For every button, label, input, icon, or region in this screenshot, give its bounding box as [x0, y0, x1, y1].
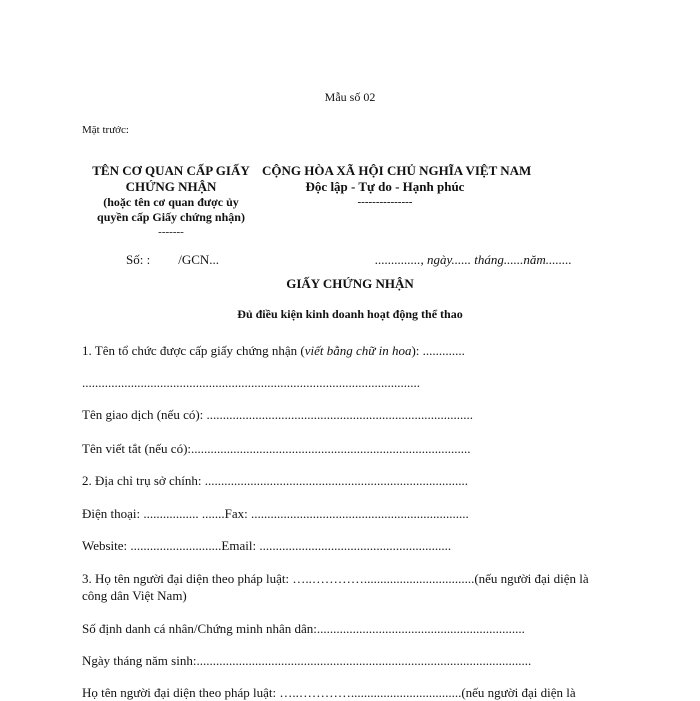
form-number: Mẫu số 02 — [324, 90, 376, 104]
organization-name-field — [82, 343, 465, 359]
national-header — [262, 163, 532, 208]
issuing-agency-line-1: TÊN CƠ QUAN CẤP GIẤY — [92, 163, 250, 178]
organization-name-continuation: ........................................................................................................ — [82, 375, 420, 390]
document-subtitle: Đủ điều kiện kinh doanh hoạt động thể thao — [237, 307, 463, 321]
date-line: .............., ngày...... tháng......năm........ — [375, 252, 572, 267]
website-email-field: Website: ............................Email: ........................................................... — [82, 538, 452, 553]
legal-representative-field: 3. Họ tên người đại diện theo pháp luật: …..…………..................................(nếu người đại diện là công dân Việt Nam) — [82, 571, 589, 603]
organization-name-label: 1. Tên tổ chức được cấp giấy chứng nhận ( — [82, 343, 305, 358]
certificate-number-label: Số: : — [126, 252, 151, 267]
head-office-address-field: 2. Địa chỉ trụ sở chính: ................................................................................. — [82, 473, 469, 488]
organization-name-dots: ): ............. — [411, 343, 465, 358]
issuing-agency-line-3: (hoặc tên cơ quan được ủy — [103, 195, 239, 209]
abbreviation-field: Tên viết tắt (nếu có):...................................................................................... — [82, 441, 471, 456]
issuing-agency-separator: ------- — [158, 226, 184, 238]
trade-name-field: Tên giao dịch (nếu có): .................................................................................. — [82, 407, 474, 422]
legal-representative-field-2: Họ tên người đại diện theo pháp luật: …..…………..................................(nếu người đại diện là — [82, 685, 576, 700]
certificate-number-row — [126, 252, 219, 268]
issuing-agency-line-2: CHỨNG NHẬN — [125, 179, 217, 194]
national-separator: --------------- — [357, 196, 413, 208]
personal-id-field: Số định danh cá nhân/Chứng minh nhân dân:................................................................ — [82, 621, 525, 636]
certificate-number-value: /GCN... — [178, 252, 220, 267]
issuing-agency-line-4: quyền cấp Giấy chứng nhận) — [97, 210, 245, 224]
national-motto: Độc lập - Tự do - Hạnh phúc — [305, 179, 465, 194]
organization-name-note: viết bằng chữ in hoa — [304, 343, 412, 358]
national-name: CỘNG HÒA XÃ HỘI CHỦ NGHĨA VIỆT NAM — [262, 163, 532, 178]
date-of-birth-field: Ngày tháng năm sinh:....................................................................................................... — [82, 653, 532, 668]
side-label: Mặt trước: — [82, 124, 129, 136]
phone-fax-field: Điện thoại: ................. .......Fax: ................................................................... — [82, 506, 469, 521]
issuing-agency-header — [70, 163, 272, 238]
document-title: GIẤY CHỨNG NHẬN — [286, 276, 414, 291]
